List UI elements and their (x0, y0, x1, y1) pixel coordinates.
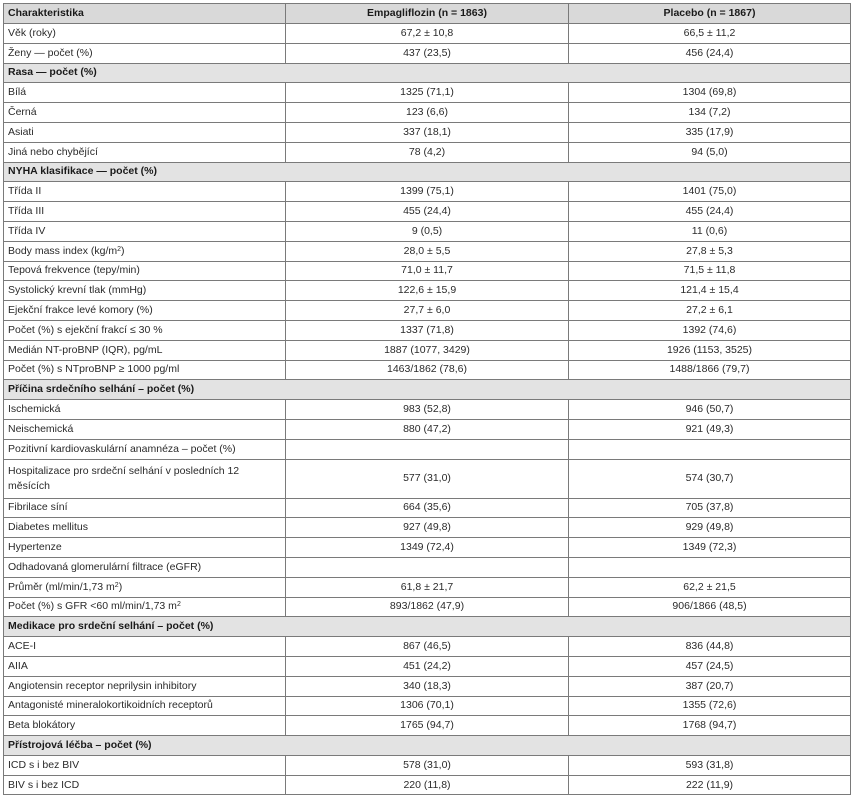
section-header-row (4, 63, 851, 83)
cell-placebo: 62,2 ± 21,5 (569, 577, 851, 597)
cell-empagliflozin: 880 (47,2) (286, 419, 569, 439)
table-row (4, 142, 851, 162)
cell-placebo: 574 (30,7) (569, 459, 851, 498)
table-row (4, 676, 851, 696)
table-row (4, 577, 851, 597)
cell-empagliflozin: 61,8 ± 21,7 (286, 577, 569, 597)
row-label: BIV s i bez ICD (4, 775, 286, 795)
row-label (4, 241, 286, 261)
cell-empagliflozin: 867 (46,5) (286, 637, 569, 657)
cell-placebo: 387 (20,7) (569, 676, 851, 696)
row-label: Odhadovaná glomerulární filtrace (eGFR) (4, 557, 286, 577)
cell-empagliflozin: 927 (49,8) (286, 518, 569, 538)
row-label-suffix: ) (121, 244, 125, 257)
table-row (4, 498, 851, 518)
row-label: Třída II (4, 182, 286, 202)
row-label: Počet (%) s ejekční frakcí ≤ 30 % (4, 320, 286, 340)
cell-empagliflozin: 577 (31,0) (286, 459, 569, 498)
cell-placebo: 457 (24,5) (569, 656, 851, 676)
cell-empagliflozin: 337 (18,1) (286, 122, 569, 142)
superscript: 2 (114, 581, 119, 589)
cell-empagliflozin: 340 (18,3) (286, 676, 569, 696)
section-header-row (4, 617, 851, 637)
cell-empagliflozin (286, 557, 569, 577)
table-row (4, 301, 851, 321)
baseline-characteristics-table (3, 3, 851, 795)
table-row (4, 696, 851, 716)
cell-placebo: 1304 (69,8) (569, 83, 851, 103)
row-label: Angiotensin receptor neprilysin inhibitory (4, 676, 286, 696)
cell-empagliflozin (286, 439, 569, 459)
cell-placebo: 1392 (74,6) (569, 320, 851, 340)
cell-placebo: 71,5 ± 11,8 (569, 261, 851, 281)
table-row (4, 360, 851, 380)
cell-empagliflozin: 122,6 ± 15,9 (286, 281, 569, 301)
table-row (4, 716, 851, 736)
cell-placebo: 836 (44,8) (569, 637, 851, 657)
header-characteristics: Charakteristika (4, 4, 286, 24)
table-row (4, 775, 851, 795)
cell-placebo: 593 (31,8) (569, 755, 851, 775)
table-row (4, 419, 851, 439)
cell-placebo: 1401 (75,0) (569, 182, 851, 202)
row-label: Třída IV (4, 221, 286, 241)
section-title: Přístrojová léčba – počet (%) (4, 736, 851, 756)
cell-placebo: 946 (50,7) (569, 400, 851, 420)
table-row (4, 439, 851, 459)
row-label: Tepová frekvence (tepy/min) (4, 261, 286, 281)
section-header-row (4, 380, 851, 400)
cell-placebo (569, 439, 851, 459)
cell-empagliflozin: 27,7 ± 6,0 (286, 301, 569, 321)
table-header (4, 4, 851, 24)
table-row (4, 43, 851, 63)
cell-empagliflozin: 1337 (71,8) (286, 320, 569, 340)
table-row (4, 656, 851, 676)
row-label (4, 597, 286, 617)
table-row (4, 518, 851, 538)
row-label: Beta blokátory (4, 716, 286, 736)
cell-empagliflozin: 123 (6,6) (286, 103, 569, 123)
cell-empagliflozin: 1325 (71,1) (286, 83, 569, 103)
cell-empagliflozin: 1349 (72,4) (286, 538, 569, 558)
cell-empagliflozin: 28,0 ± 5,5 (286, 241, 569, 261)
cell-placebo: 66,5 ± 11,2 (569, 24, 851, 44)
table-row (4, 538, 851, 558)
cell-empagliflozin: 1463/1862 (78,6) (286, 360, 569, 380)
cell-placebo: 134 (7,2) (569, 103, 851, 123)
header-row (4, 4, 851, 24)
row-label: Ženy — počet (%) (4, 43, 286, 63)
table-row (4, 24, 851, 44)
row-label: Černá (4, 103, 286, 123)
table-row (4, 755, 851, 775)
cell-placebo: 921 (49,3) (569, 419, 851, 439)
cell-placebo: 94 (5,0) (569, 142, 851, 162)
cell-placebo: 121,4 ± 15,4 (569, 281, 851, 301)
section-header-row (4, 162, 851, 182)
cell-empagliflozin: 1765 (94,7) (286, 716, 569, 736)
cell-empagliflozin: 578 (31,0) (286, 755, 569, 775)
row-label: Ejekční frakce levé komory (%) (4, 301, 286, 321)
header-empagliflozin: Empagliflozin (n = 1863) (286, 4, 569, 24)
table-row (4, 103, 851, 123)
table-row (4, 221, 851, 241)
cell-empagliflozin: 9 (0,5) (286, 221, 569, 241)
cell-placebo: 929 (49,8) (569, 518, 851, 538)
cell-empagliflozin: 67,2 ± 10,8 (286, 24, 569, 44)
cell-placebo: 1926 (1153, 3525) (569, 340, 851, 360)
section-title: Medikace pro srdeční selhání – počet (%) (4, 617, 851, 637)
cell-empagliflozin: 664 (35,6) (286, 498, 569, 518)
row-label: Neischemická (4, 419, 286, 439)
cell-empagliflozin: 893/1862 (47,9) (286, 597, 569, 617)
superscript: 2 (117, 245, 122, 253)
cell-placebo: 1768 (94,7) (569, 716, 851, 736)
section-header-row (4, 736, 851, 756)
cell-placebo: 1355 (72,6) (569, 696, 851, 716)
cell-placebo: 455 (24,4) (569, 202, 851, 222)
row-label: Věk (roky) (4, 24, 286, 44)
row-label: Počet (%) s NTproBNP ≥ 1000 pg/ml (4, 360, 286, 380)
table-row (4, 202, 851, 222)
cell-placebo: 335 (17,9) (569, 122, 851, 142)
table-row (4, 557, 851, 577)
cell-placebo: 222 (11,9) (569, 775, 851, 795)
cell-empagliflozin: 220 (11,8) (286, 775, 569, 795)
row-label: Ischemická (4, 400, 286, 420)
cell-empagliflozin: 1399 (75,1) (286, 182, 569, 202)
section-title: Rasa — počet (%) (4, 63, 851, 83)
row-label: AIIA (4, 656, 286, 676)
row-label: Jiná nebo chybějící (4, 142, 286, 162)
cell-placebo: 705 (37,8) (569, 498, 851, 518)
cell-placebo: 1349 (72,3) (569, 538, 851, 558)
cell-empagliflozin: 1306 (70,1) (286, 696, 569, 716)
section-title: Příčina srdečního selhání – počet (%) (4, 380, 851, 400)
section-title: NYHA klasifikace — počet (%) (4, 162, 851, 182)
row-label: Diabetes mellitus (4, 518, 286, 538)
row-label: ICD s i bez BIV (4, 755, 286, 775)
table-row (4, 182, 851, 202)
cell-empagliflozin: 71,0 ± 11,7 (286, 261, 569, 281)
row-label-text: Průměr (ml/min/1,73 m (8, 580, 115, 593)
cell-placebo: 906/1866 (48,5) (569, 597, 851, 617)
table-row (4, 281, 851, 301)
table-row (4, 340, 851, 360)
row-label (4, 577, 286, 597)
superscript: 2 (176, 601, 181, 609)
header-placebo: Placebo (n = 1867) (569, 4, 851, 24)
row-label: Asiati (4, 122, 286, 142)
table-row (4, 241, 851, 261)
cell-placebo: 27,2 ± 6,1 (569, 301, 851, 321)
cell-empagliflozin: 451 (24,2) (286, 656, 569, 676)
row-label-suffix: ) (118, 580, 123, 593)
row-label: Systolický krevní tlak (mmHg) (4, 281, 286, 301)
row-label-text: Body mass index (kg/m (8, 244, 118, 257)
row-label-text: Počet (%) s GFR <60 ml/min/1,73 m (8, 600, 177, 613)
cell-empagliflozin: 983 (52,8) (286, 400, 569, 420)
table-row (4, 400, 851, 420)
cell-empagliflozin: 437 (23,5) (286, 43, 569, 63)
table-row (4, 459, 851, 498)
row-label: Fibrilace síní (4, 498, 286, 518)
cell-placebo: 27,8 ± 5,3 (569, 241, 851, 261)
row-label: Hypertenze (4, 538, 286, 558)
cell-placebo: 11 (0,6) (569, 221, 851, 241)
row-label: Antagonisté mineralokortikoidních receptorů (4, 696, 286, 716)
row-label: Hospitalizace pro srdeční selhání v posledních 12 měsících (4, 459, 286, 498)
table-row (4, 122, 851, 142)
table-row (4, 597, 851, 617)
row-label: Medián NT-proBNP (IQR), pg/mL (4, 340, 286, 360)
table-row (4, 83, 851, 103)
table-body (4, 24, 851, 795)
table-row (4, 320, 851, 340)
cell-placebo (569, 557, 851, 577)
table-row (4, 261, 851, 281)
cell-empagliflozin: 455 (24,4) (286, 202, 569, 222)
cell-placebo: 1488/1866 (79,7) (569, 360, 851, 380)
row-label: Bílá (4, 83, 286, 103)
cell-placebo: 456 (24,4) (569, 43, 851, 63)
row-label: ACE-I (4, 637, 286, 657)
cell-empagliflozin: 1887 (1077, 3429) (286, 340, 569, 360)
table-row (4, 637, 851, 657)
row-label: Třída III (4, 202, 286, 222)
cell-empagliflozin: 78 (4,2) (286, 142, 569, 162)
row-label: Pozitivní kardiovaskulární anamnéza – počet (%) (4, 439, 286, 459)
